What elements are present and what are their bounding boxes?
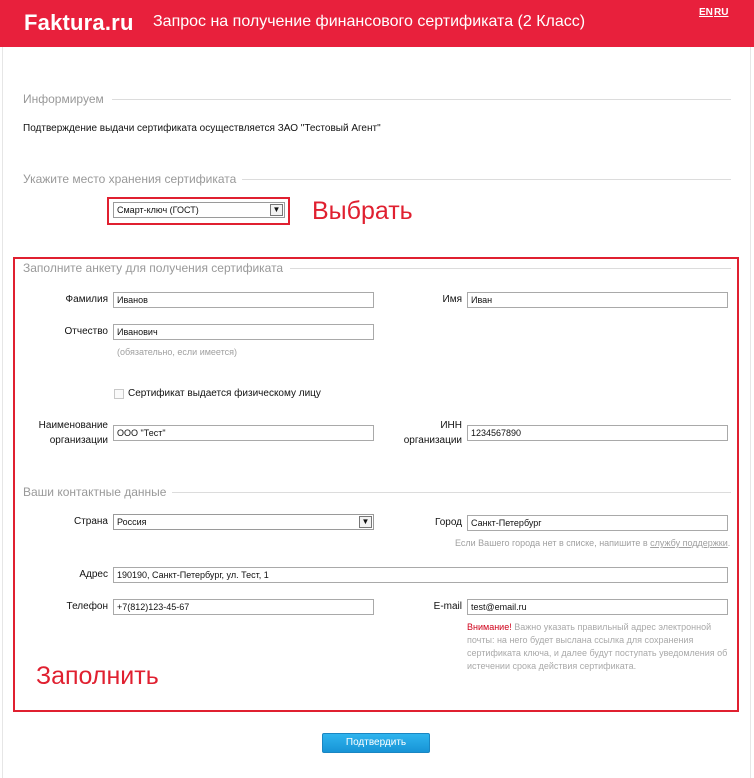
storage-select[interactable] [113, 202, 285, 218]
surname-input[interactable]: Иванов [113, 292, 374, 308]
country-label: Страна [73, 516, 108, 527]
submit-button[interactable]: Подтвердить [322, 733, 430, 753]
fill-annotation-text: Заполнить [36, 662, 159, 690]
name-input[interactable]: Иван [467, 292, 728, 308]
patronymic-hint: (обязательно, если имеется) [117, 347, 238, 357]
patronymic-input[interactable]: Иванович [113, 324, 374, 340]
city-hint-end: . [727, 538, 731, 548]
storage-section-title: Укажите место хранения сертификата [23, 172, 237, 186]
country-select-value: Россия [117, 517, 147, 527]
inn-label [380, 418, 462, 448]
city-input[interactable]: Санкт-Петербург [467, 515, 728, 531]
patronymic-label: Отчество [64, 326, 108, 337]
header-bar [0, 0, 754, 47]
city-label: Город [434, 517, 462, 528]
lang-ru-link[interactable]: RU [714, 7, 729, 18]
email-warning-label: Внимание! [467, 622, 512, 632]
storage-section-divider [242, 179, 731, 180]
city-hint [455, 538, 730, 548]
organization-label [20, 418, 108, 448]
info-section-divider [112, 99, 731, 100]
individual-checkbox[interactable] [114, 389, 124, 399]
email-warning-text: Важно указать правильный адрес электронной почты: на него будет выслана ссылка для сохранения сертификата ключа, и далее будут поступать уведомления об истечении срока действия сертификата. [467, 622, 728, 671]
inn-label-line1: ИНН [440, 420, 462, 431]
contact-section-title: Ваши контактные данные [23, 485, 167, 499]
info-text: Подтверждение выдачи сертификата осуществляется ЗАО "Тестовый Агент" [23, 123, 381, 134]
organization-label-line2: организации [49, 435, 108, 446]
inn-input[interactable]: 1234567890 [467, 425, 728, 441]
form-section-title: Заполните анкету для получения сертификата [23, 261, 284, 275]
inn-label-line2: организации [403, 435, 462, 446]
faktura-logo[interactable]: Faktura.ru [24, 10, 134, 35]
select-annotation-text: Выбрать [312, 197, 413, 225]
contact-section-divider [172, 492, 731, 493]
lang-en-link[interactable]: EN [699, 7, 713, 18]
page-title: Запрос на получение финансового сертификата (2 Класс) [153, 13, 586, 30]
form-section-divider [290, 268, 731, 269]
storage-select-value: Смарт-ключ (ГОСТ) [117, 205, 199, 215]
email-warning [467, 621, 731, 673]
organization-label-line1: Наименование [38, 420, 108, 431]
name-label: Имя [442, 294, 462, 305]
email-label: E-mail [433, 601, 462, 612]
email-input[interactable]: test@email.ru [467, 599, 728, 615]
individual-checkbox-label[interactable]: Сертификат выдается физическому лицу [128, 388, 321, 399]
city-hint-text: Если Вашего города нет в списке, напишите в [455, 538, 651, 548]
phone-input[interactable]: +7(812)123-45-67 [113, 599, 374, 615]
support-link[interactable]: службу поддержки [650, 538, 728, 548]
address-label: Адрес [79, 569, 108, 580]
chevron-down-icon: ▼ [270, 204, 283, 216]
country-select[interactable] [113, 514, 374, 530]
info-section-title: Информируем [23, 92, 104, 106]
chevron-down-icon: ▼ [359, 516, 372, 528]
phone-label: Телефон [66, 601, 108, 612]
surname-label: Фамилия [65, 294, 108, 305]
organization-input[interactable]: ООО "Тест" [113, 425, 374, 441]
address-input[interactable]: 190190, Санкт-Петербург, ул. Тест, 1 [113, 567, 728, 583]
